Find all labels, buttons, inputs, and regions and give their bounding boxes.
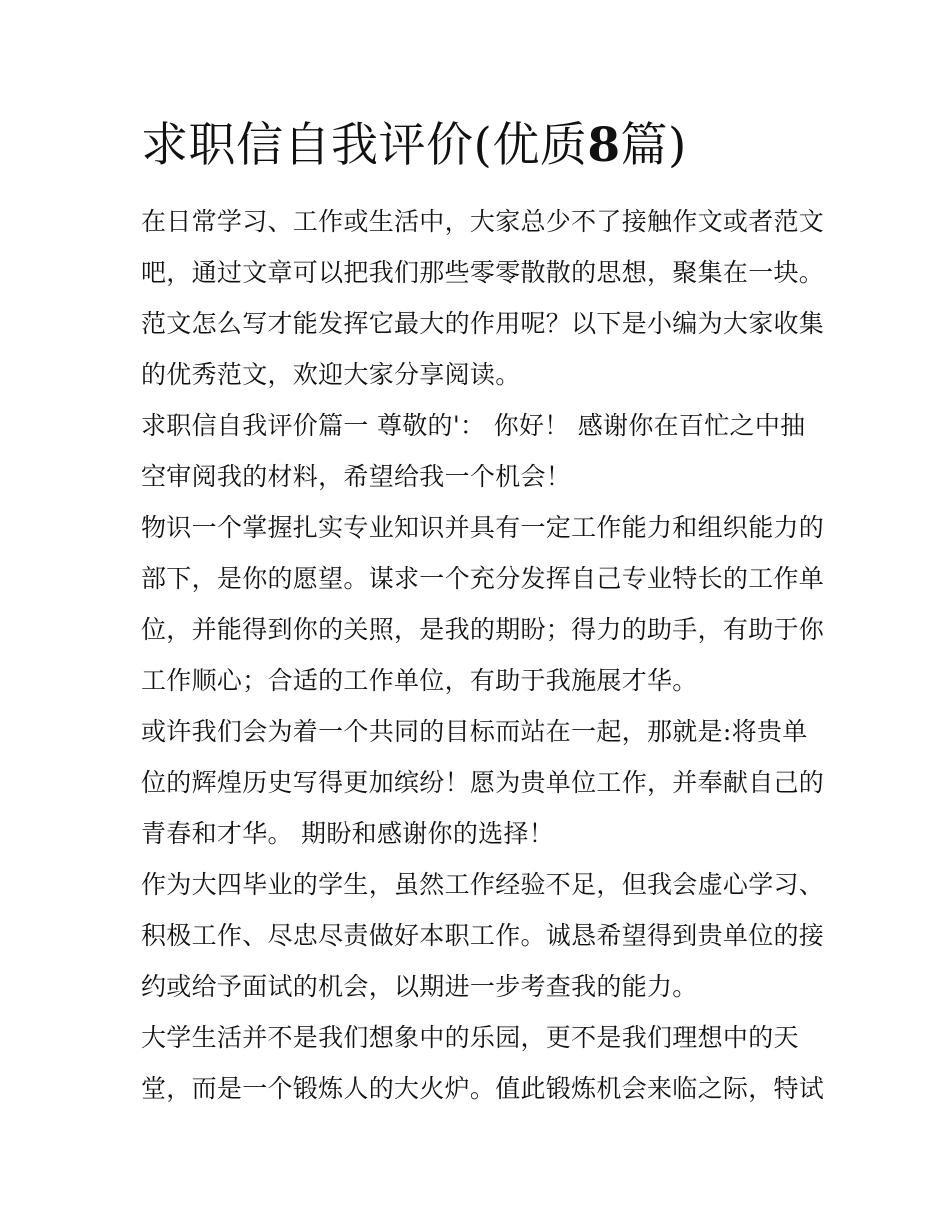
text-line: 位的辉煌历史写得更加缤纷！愿为贵单位工作，并奉献自己的 bbox=[141, 768, 825, 797]
text-line: 在日常学习、工作或生活中，大家总少不了接触作文或者范文 bbox=[141, 207, 825, 236]
text-line: 求职信自我评价篇一 尊敬的'： 你好！ 感谢你在百忙之中抽 bbox=[141, 411, 806, 440]
text-line: 青春和才华。 期盼和感谢你的选择！ bbox=[141, 819, 555, 848]
text-line: 大学生活并不是我们想象中的乐园，更不是我们理想中的天 bbox=[141, 1023, 799, 1052]
text-line: 的优秀范文，欢迎大家分享阅读。 bbox=[141, 360, 521, 389]
document-title bbox=[141, 113, 841, 179]
text-line: 吧，通过文章可以把我们那些零零散散的思想，聚集在一块。 bbox=[141, 258, 825, 287]
text-line: 空审阅我的材料，希望给我一个机会！ bbox=[141, 462, 572, 491]
title-suffix: 篇) bbox=[620, 118, 687, 173]
text-line: 工作顺心；合适的工作单位，有助于我施展才华。 bbox=[141, 666, 698, 695]
text-line: 物识一个掌握扎实专业知识并具有一定工作能力和组织能力的 bbox=[141, 513, 825, 542]
text-line: 作为大四毕业的学生，虽然工作经验不足，但我会虚心学习、 bbox=[141, 870, 825, 899]
text-line: 或许我们会为着一个共同的目标而站在一起，那就是:将贵单 bbox=[141, 717, 808, 746]
title-prefix: 求职信自我评价(优质 bbox=[141, 118, 588, 173]
text-line: 堂，而是一个锻炼人的大火炉。值此锻炼机会来临之际，特试 bbox=[141, 1074, 825, 1103]
document-body bbox=[141, 196, 825, 1114]
text-line: 约或给予面试的机会，以期进一步考查我的能力。 bbox=[141, 972, 698, 1001]
text-line: 积极工作、尽忠尽责做好本职工作。诚恳希望得到贵单位的接 bbox=[141, 921, 825, 950]
text-line: 位，并能得到你的关照，是我的期盼；得力的助手，有助于你 bbox=[141, 615, 825, 644]
title-number: 8 bbox=[587, 118, 621, 173]
text-line: 范文怎么写才能发挥它最大的作用呢？以下是小编为大家收集 bbox=[141, 309, 825, 338]
text-line: 部下，是你的愿望。谋求一个充分发挥自己专业特长的工作单 bbox=[141, 564, 825, 593]
